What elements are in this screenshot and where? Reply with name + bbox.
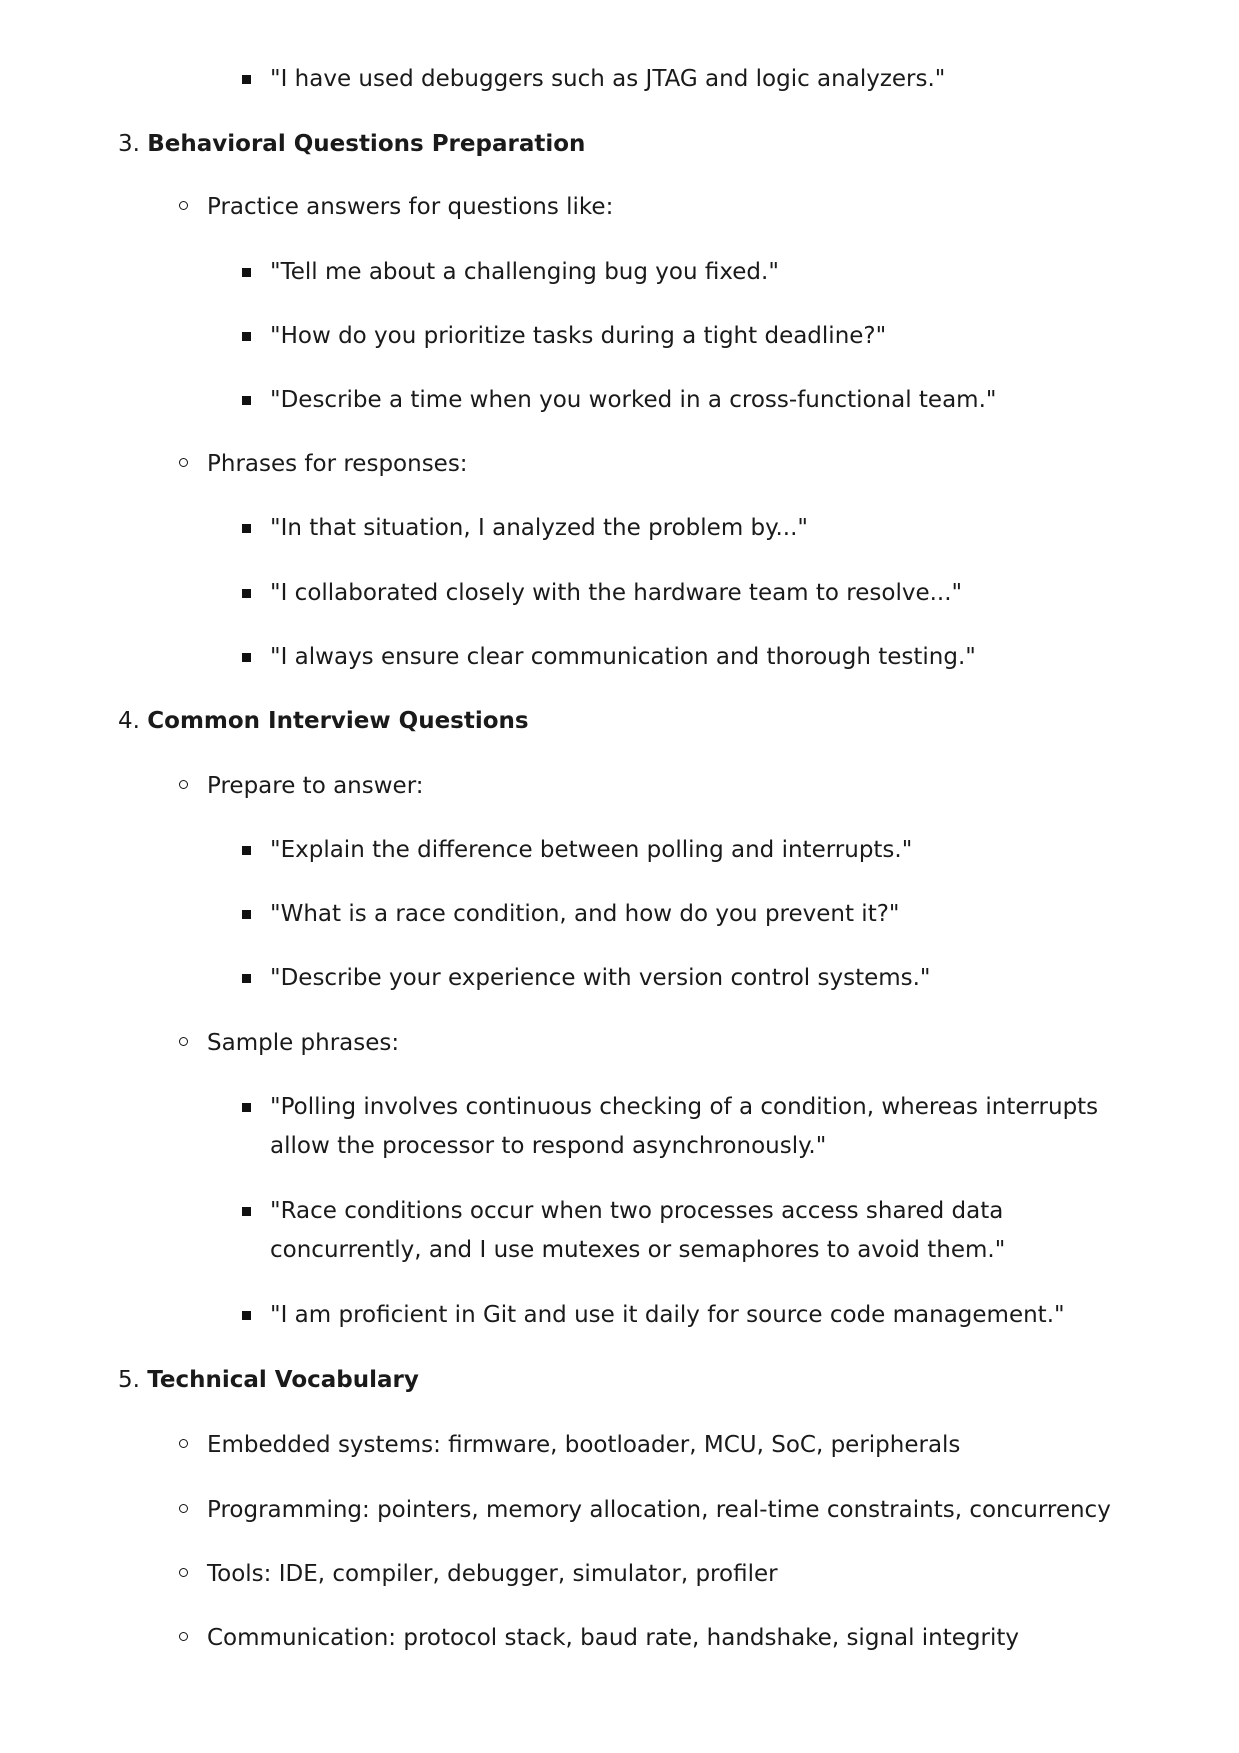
square-bullet-icon xyxy=(242,1207,251,1216)
list-item: "Polling involves continuous checking of a condition, whereas interrupts allow the processor to respond asynchronously." xyxy=(270,1094,1099,1159)
section-heading-5 xyxy=(118,1361,419,1400)
square-bullet-icon xyxy=(242,1103,251,1112)
list-item: Programming: pointers, memory allocation, real-time constraints, concurrency xyxy=(207,1497,1111,1523)
list-item: "Race conditions occur when two processes access shared data concurrently, and I use mutexes or semaphores to avoid them." xyxy=(270,1198,1006,1263)
square-bullet-icon xyxy=(242,268,251,277)
list-item: "In that situation, I analyzed the problem by..." xyxy=(270,515,808,541)
square-bullet-icon xyxy=(242,974,251,983)
section-title: Common Interview Questions xyxy=(147,708,529,734)
circle-bullet-icon xyxy=(179,780,188,789)
section-number: 4. xyxy=(118,708,140,734)
section-heading-3 xyxy=(118,125,585,164)
list-item: "I have used debuggers such as JTAG and logic analyzers." xyxy=(270,66,946,92)
list-item: "How do you prioritize tasks during a tight deadline?" xyxy=(270,323,887,349)
section-title: Behavioral Questions Preparation xyxy=(147,131,586,157)
section-heading-4 xyxy=(118,702,529,741)
square-bullet-icon xyxy=(242,75,251,84)
square-bullet-icon xyxy=(242,589,251,598)
square-bullet-icon xyxy=(242,910,251,919)
circle-bullet-icon xyxy=(179,1504,188,1513)
sub-list-label: Phrases for responses: xyxy=(207,451,468,477)
list-item: Communication: protocol stack, baud rate, handshake, signal integrity xyxy=(207,1625,1020,1651)
section-number: 3. xyxy=(118,131,140,157)
circle-bullet-icon xyxy=(179,1439,188,1448)
square-bullet-icon xyxy=(242,653,251,662)
circle-bullet-icon xyxy=(179,1568,188,1577)
sub-list-label: Sample phrases: xyxy=(207,1030,400,1056)
list-item: "I always ensure clear communication and thorough testing." xyxy=(270,644,976,670)
list-item: "I collaborated closely with the hardware team to resolve..." xyxy=(270,580,963,606)
sub-list-label: Prepare to answer: xyxy=(207,773,424,799)
circle-bullet-icon xyxy=(179,201,188,210)
list-item: "Describe your experience with version control systems." xyxy=(270,965,931,991)
square-bullet-icon xyxy=(242,524,251,533)
list-item: "Tell me about a challenging bug you fixed." xyxy=(270,259,779,285)
circle-bullet-icon xyxy=(179,1037,188,1046)
list-item: "Explain the difference between polling and interrupts." xyxy=(270,837,913,863)
circle-bullet-icon xyxy=(179,1632,188,1641)
list-item: Tools: IDE, compiler, debugger, simulator, profiler xyxy=(207,1561,778,1587)
section-number: 5. xyxy=(118,1367,140,1393)
square-bullet-icon xyxy=(242,396,251,405)
square-bullet-icon xyxy=(242,846,251,855)
list-item: Embedded systems: firmware, bootloader, MCU, SoC, peripherals xyxy=(207,1432,961,1458)
list-item: "Describe a time when you worked in a cross-functional team." xyxy=(270,387,997,413)
circle-bullet-icon xyxy=(179,458,188,467)
square-bullet-icon xyxy=(242,332,251,341)
sub-list-label: Practice answers for questions like: xyxy=(207,194,614,220)
list-item: "What is a race condition, and how do you prevent it?" xyxy=(270,901,900,927)
section-title: Technical Vocabulary xyxy=(147,1367,419,1393)
list-item: "I am proficient in Git and use it daily for source code management." xyxy=(270,1302,1065,1328)
square-bullet-icon xyxy=(242,1311,251,1320)
